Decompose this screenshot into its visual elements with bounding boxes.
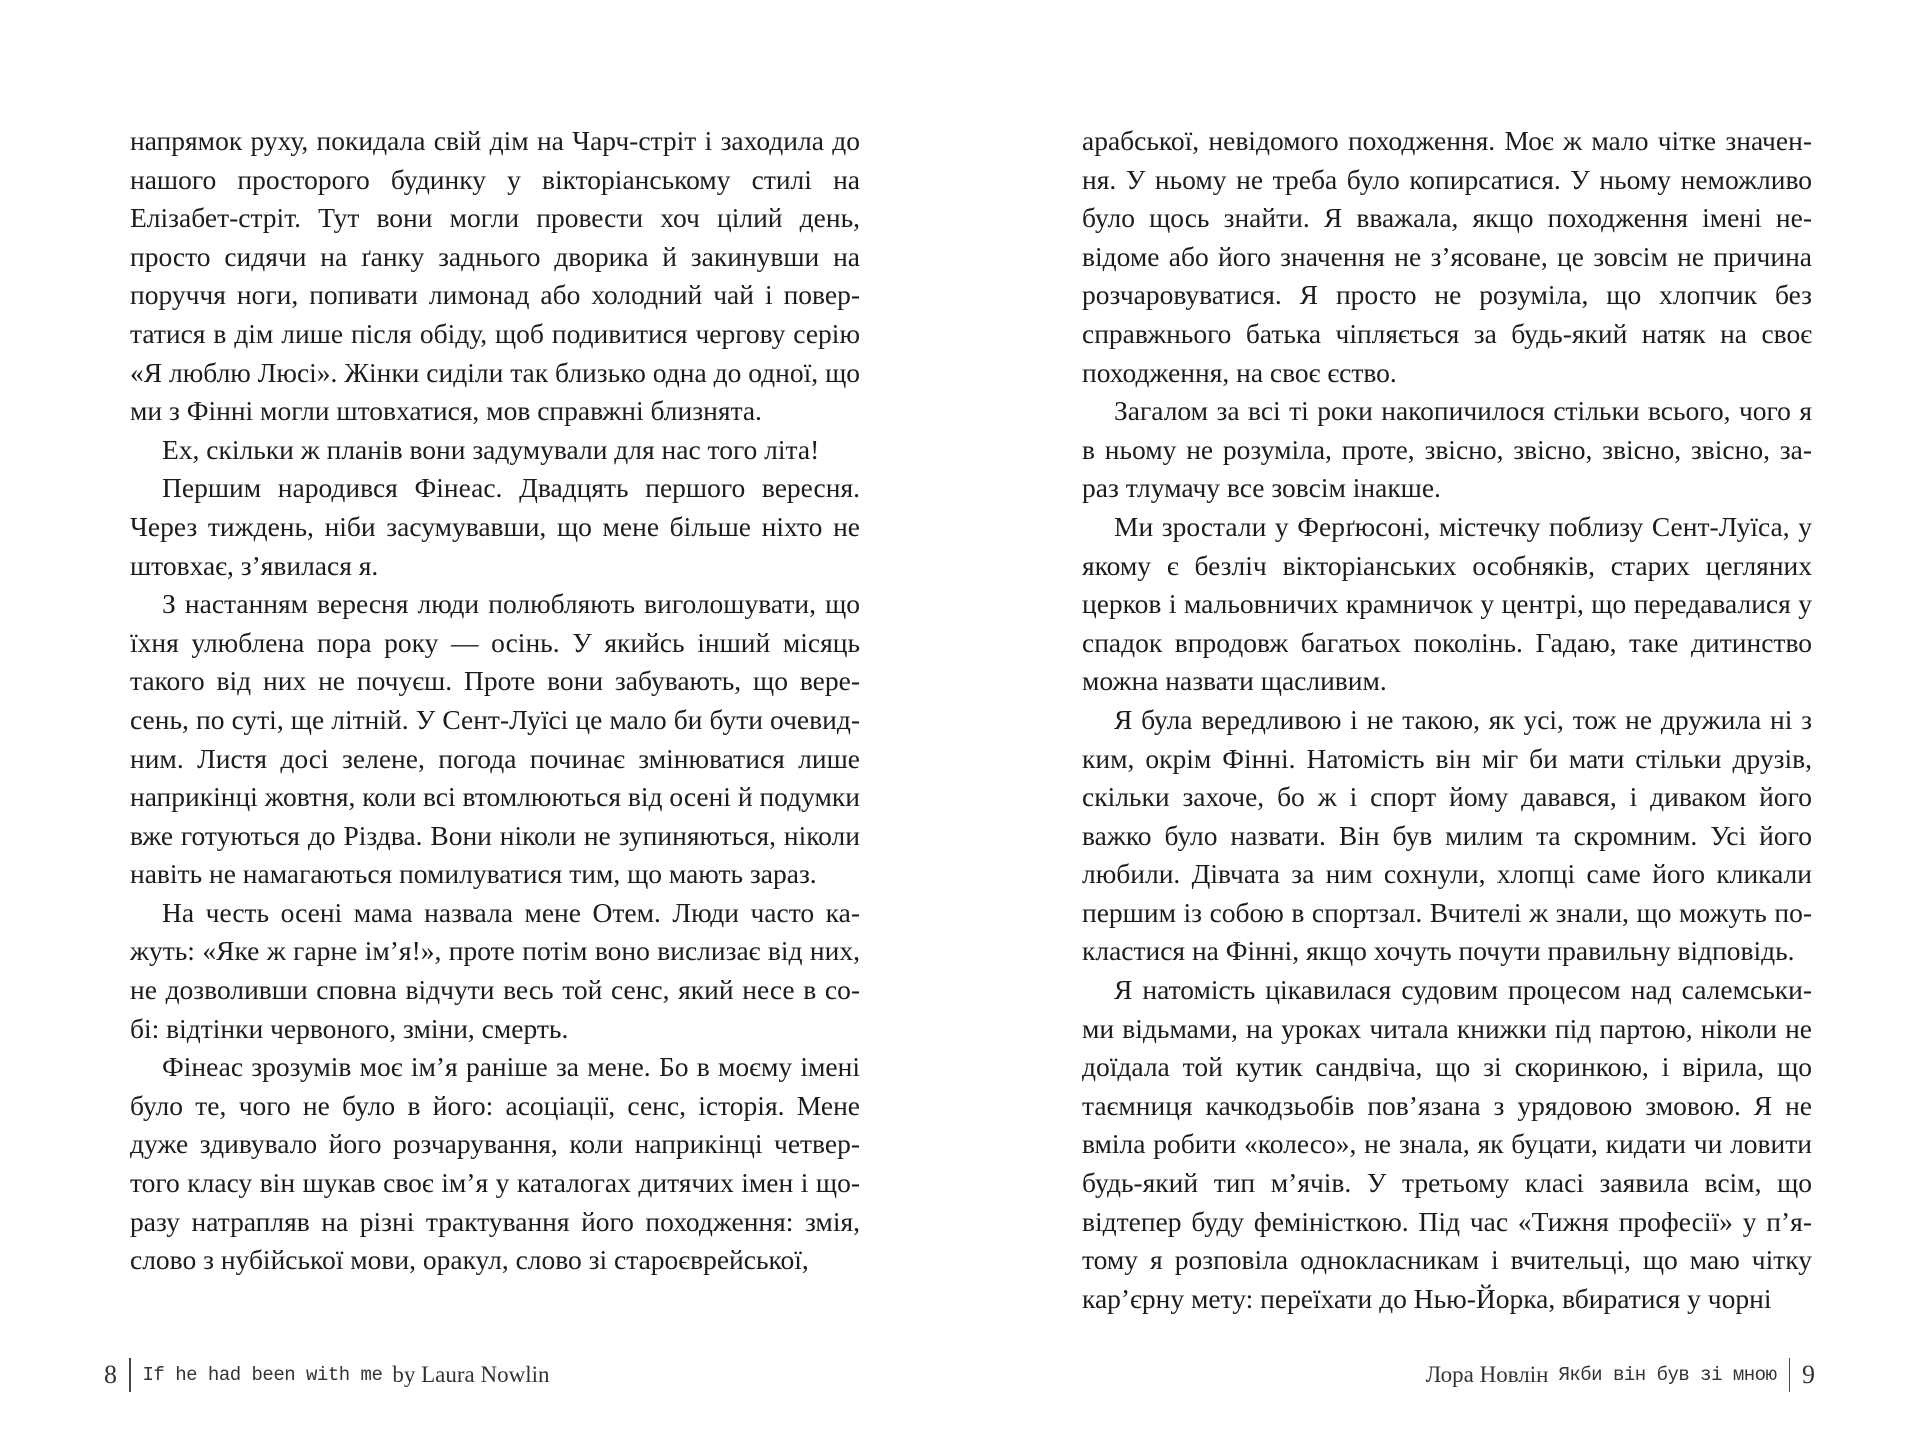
paragraph: Я була вередливою і не такою, як усі, тож не дружила ні з ким, окрім Фінні. Натомість він міг би мати стільки друзів, скільки захоче, бо ж і спорт йому давався, і диваком його важко було назвати. Він був милим та скромним. Усі його любили. Дівчата за ним сохнули, хлопці саме його кликали першим із собою в спортзал. Вчителі ж знали, що можуть покластися на Фінні, якщо хочуть почути правильну відповідь. (1082, 703, 1812, 967)
paragraph: Фінеас зрозумів моє ім’я раніше за мене. Бо в моєму імені було те, чого не було в його: асоціації, сенс, історія. Мене дуже здивувало його розчарування, коли наприкінці четвертого класу він шукав своє ім’я у каталогах дитячих імен і щоразу натрапляв на різні трактування його походження: змія, слово з нубійської мови, оракул, слово зі староєврейської, (130, 1051, 860, 1276)
page-number: 8 (104, 1360, 117, 1389)
running-book-title: Якби він був зі мною (1558, 1364, 1777, 1386)
paragraph: Я натомість цікавилася судовим процесом над салемськими відьмами, на уроках читала книжки під партою, ніколи не доїдала той кутик сандвіча, що зі скоринкою, і вірила, що таємниця качкодзьобів пов’язана з урядовою змовою. Я не вміла робити «колесо», не знала, як буцати, кидати чи ловити будь-який тип м’ячів. У третьому класі заявила всім, що відтепер буду феміністкою. Під час «Тижня професії» у п’ятому я розповіла однокласникам і вчительці, що маю чітку кар’єрну мету: переїхати до Нью-Йорка, вбиратися у чорні (1082, 974, 1812, 1314)
left-page-footer (104, 1358, 549, 1392)
left-page-body (130, 122, 860, 1280)
running-author: Лора Новлін (1425, 1362, 1549, 1387)
paragraph: З настанням вересня люди полюбляють виголошувати, що їхня улюблена пора року — осінь. У якийсь інший місяць такого від них не почуєш. Проте вони забувають, що вересень, по суті, ще літній. У Сент-Луїсі це мало би бути очевидним. Листя досі зелене, погода починає змінюватися лише наприкінці жовтня, коли всі втомлюються від осені й подумки вже готуються до Різдва. Вони ніколи не зупиняються, ніколи навіть не намагаються помилуватися тим, що мають зараз. (130, 588, 860, 890)
paragraph: На честь осені мама назвала мене Отем. Люди часто кажуть: «Яке ж гарне ім’я!», проте потім воно вислизає від них, не дозволивши сповна відчути весь той сенс, який несе в собі: відтінки червоного, зміни, смерть. (130, 896, 860, 1044)
right-page-footer (1426, 1358, 1815, 1392)
paragraph: Ми зростали у Ферґюсоні, містечку поблизу Сент-Луїса, у якому є безліч вікторіанських особняків, старих цегляних церков і мальовничих крамничок у центрі, що передавалися у спадок впродовж багатьох поколінь. Гадаю, таке дитинство можна назвати щасливим. (1082, 510, 1812, 697)
page-number: 9 (1802, 1360, 1815, 1389)
paragraph: Ех, скільки ж планів вони задумували для нас того літа! (162, 433, 820, 465)
right-page (960, 0, 1920, 1440)
running-book-title: If he had been with me (142, 1364, 383, 1386)
paragraph: арабської, невідомого походження. Моє ж мало чітке значення. У ньому не треба було копирсатися. У ньому неможливо було щось знайти. Я вважала, якщо походження імені невідоме або його значення не з’ясоване, це зовсім не причина розчаровуватися. Я просто не розуміла, що хлопчик без справжнього батька чіпляється за будь-який натяк на своє походження, на своє єство. (1082, 125, 1812, 388)
footer-divider (129, 1358, 131, 1392)
paragraph: Загалом за всі ті роки накопичилося стільки всього, чого я в ньому не розуміла, проте, звісно, звісно, звісно, звісно, зараз тлумачу все зовсім інакше. (1082, 395, 1812, 504)
paragraph: напрямок руху, покидала свій дім на Чарч-стріт і заходила до нашого просторого будинку у вікторіанському стилі на Елізабет-стріт. Тут вони могли провести хоч цілий день, просто сидячи на ґанку заднього дворика й закинувши на поруччя ноги, попивати лимонад або холодний чай і повертатися в дім лише після обіду, щоб подивитися чергову серію «Я люблю Люсі». Жінки сиділи так близько одна до одної, що ми з Фінні могли штовхатися, мов справжні близнята. (130, 125, 860, 427)
right-page-body (1082, 122, 1812, 1318)
paragraph: Першим народився Фінеас. Двадцять першого вересня. Через тиждень, ніби засумувавши, що мене більше ніхто не штовхає, з’явилася я. (130, 472, 860, 581)
footer-divider (1789, 1358, 1791, 1392)
running-author: by Laura Nowlin (392, 1362, 550, 1387)
